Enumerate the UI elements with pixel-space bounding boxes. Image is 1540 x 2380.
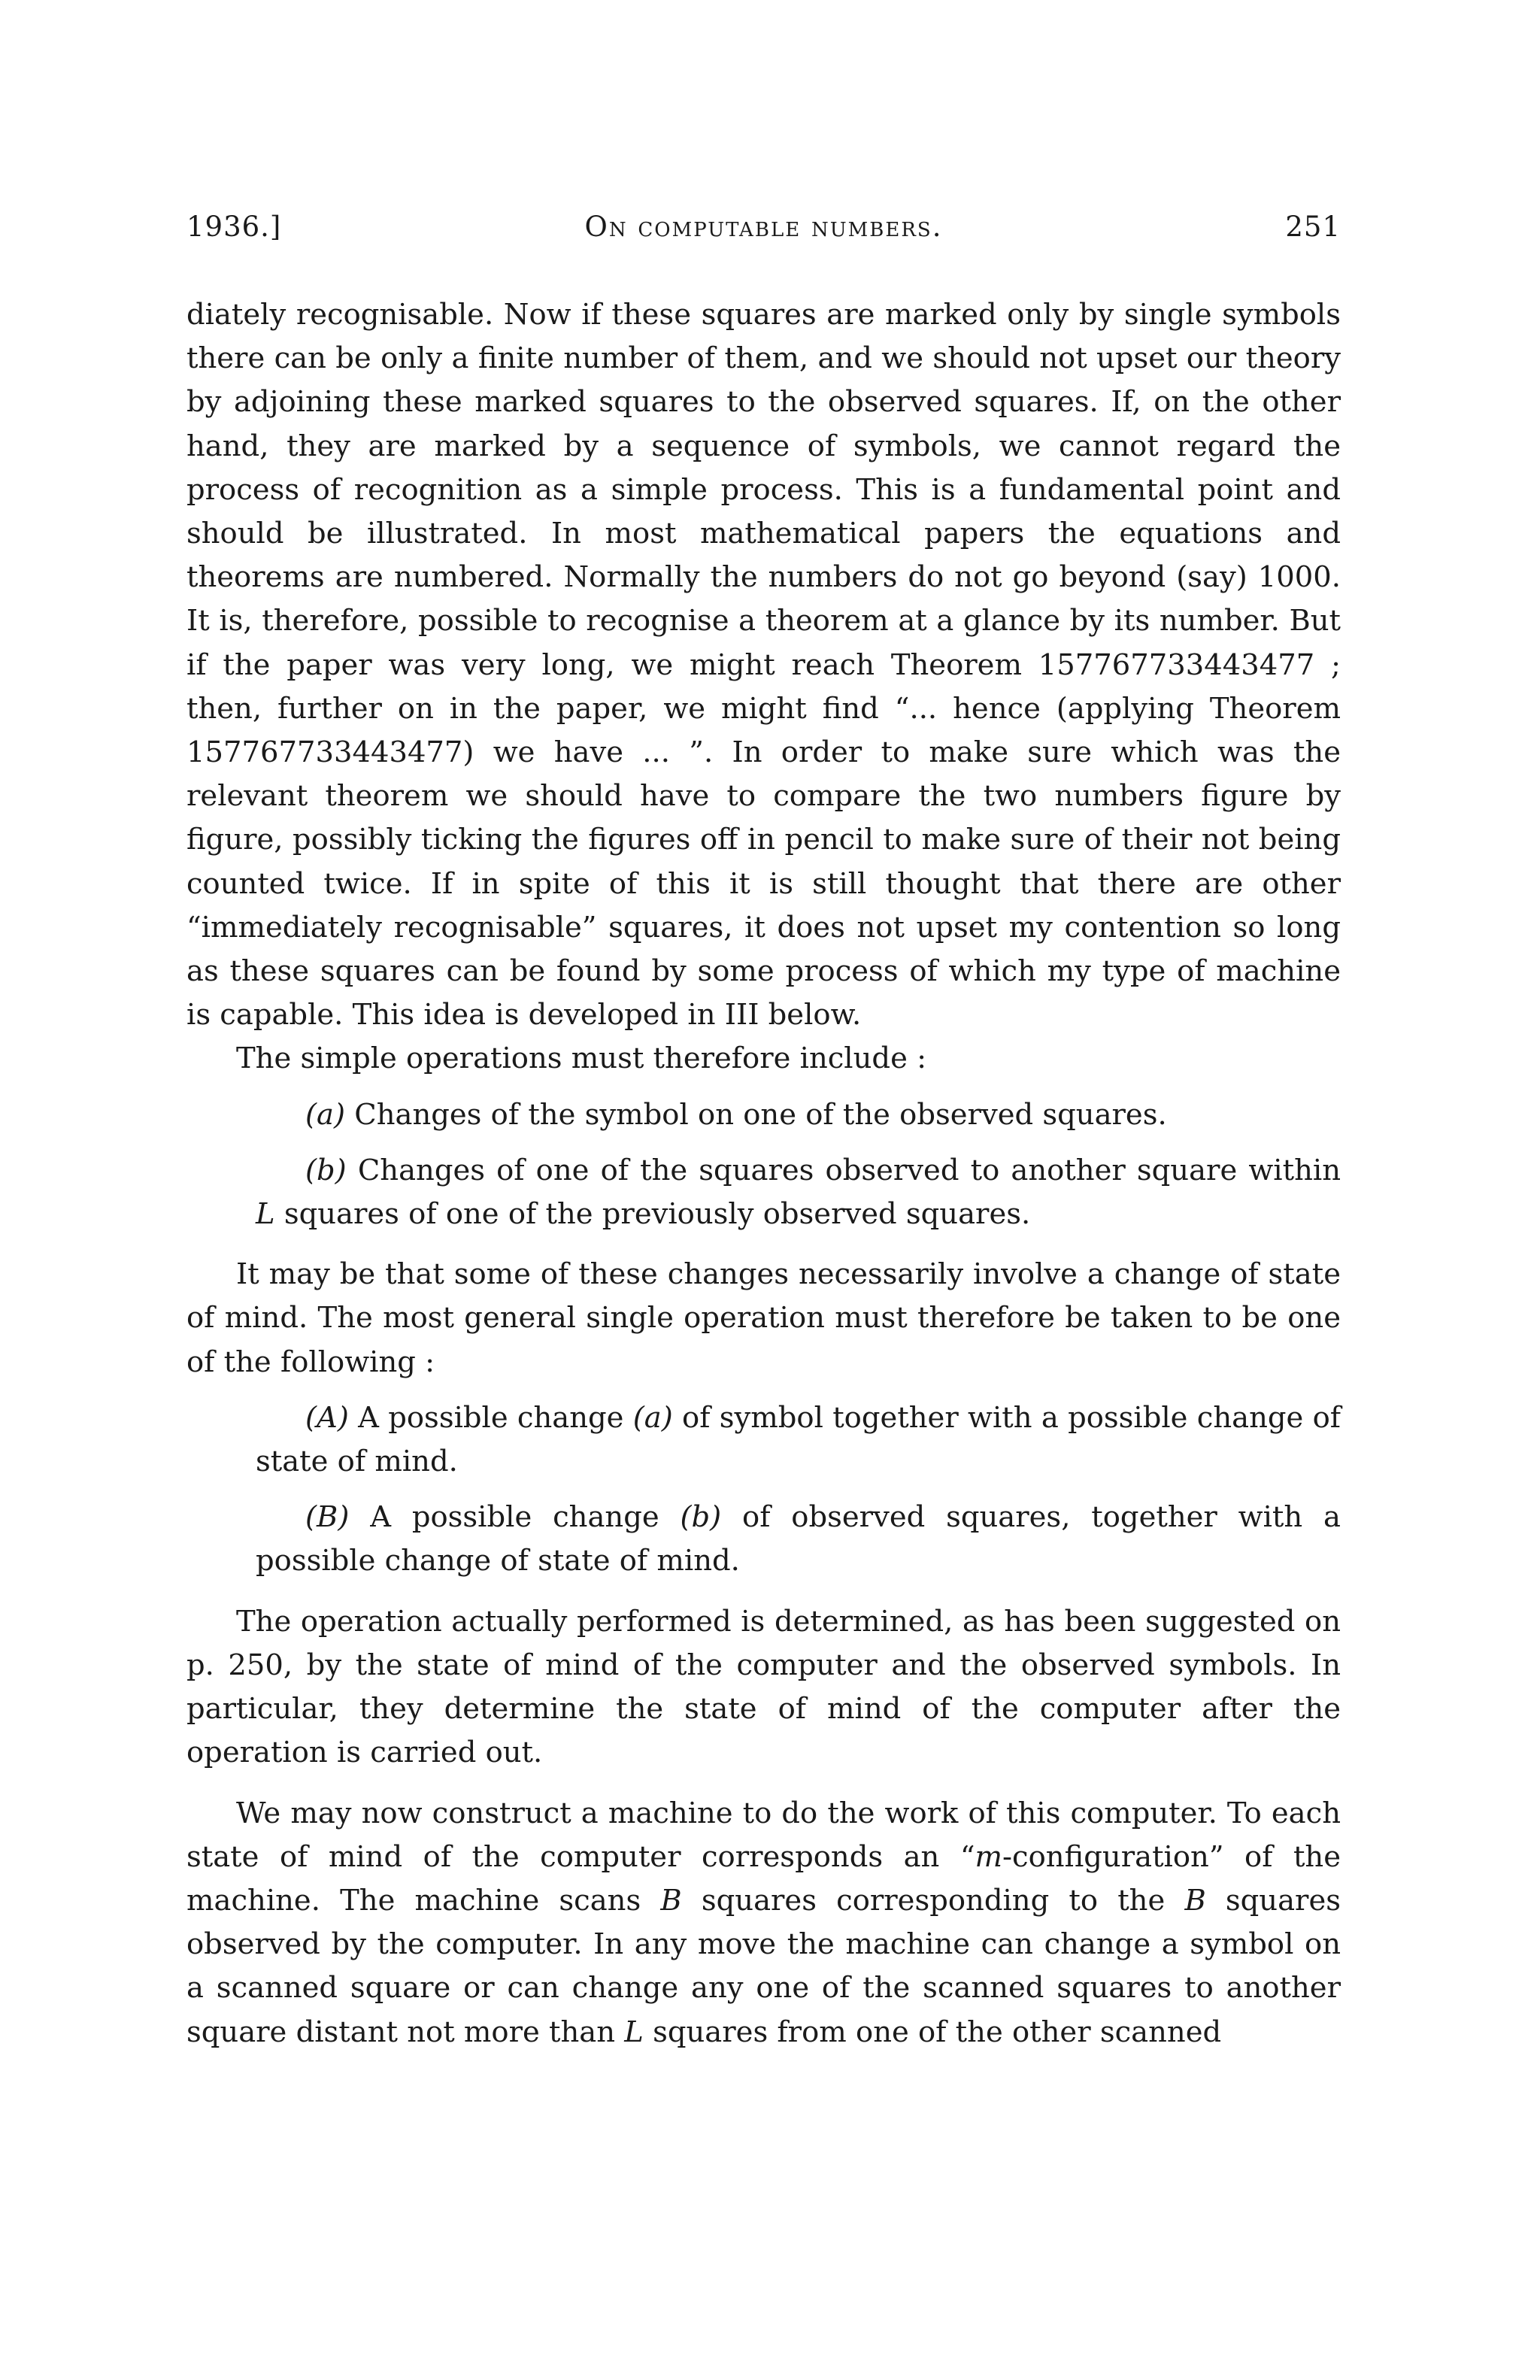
p5-text-d: squares observed by the computer. In any move the machine can change a symbol on a scanned square or can change any one of the scanned squares to another square distant not more than	[186, 1883, 1341, 2049]
p5-text-b: -configuration” of the machine. The machine scans	[186, 1839, 1341, 1918]
page-number: 251	[1285, 211, 1341, 243]
p5-text-a: We may now construct a machine to do the work of this computer. To each state of mind of the computer corresponds an “	[186, 1796, 1341, 1874]
paragraph-state-of-mind: It may be that some of these changes necessarily involve a change of state of mind. The most general single operation must therefore be taken to be one of the following :	[186, 1257, 1341, 1379]
item-b-text-1: Changes of one of the squares observed to another square within	[346, 1153, 1341, 1187]
header-title: On computable numbers.	[584, 211, 943, 243]
item-b-label: (b)	[305, 1153, 347, 1187]
item-B-label: (B)	[305, 1500, 350, 1535]
header-year: 1936.]	[186, 211, 282, 243]
paragraph-operation-performed: The operation actually performed is determined, as has been suggested on p. 250, by the state of mind of the computer and the observed symbols. In particular, they determine the state of mind of the computer after the operation is carried out.	[186, 1604, 1341, 1770]
page	[186, 211, 1341, 2054]
item-b-var: L	[256, 1197, 275, 1232]
running-head	[186, 211, 1341, 256]
item-A-label: (A)	[305, 1400, 349, 1435]
list-item-b	[256, 1149, 1341, 1236]
paragraph-recognisable-squares: diately recognisable. Now if these squares are marked only by single symbols there can be only a finite number of them, and we should not upset our theory by adjoining these marked squares to the observed squares. If, on the other hand, they are marked by a sequence of symbols, we cannot regard the process of recognition as a simple process. This is a fundamental point and should be illustrated. In most mathematical papers the equations and theorems are numbered. Normally the numbers do not go beyond (say) 1000. It is, therefore, possible to recognise a theorem at a glance by its number. But if the paper was very long, we might reach Theorem 157767733443477 ; then, further on in the paper, we might find “... hence (applying Theorem 157767733443477) we have ... ”. In order to make sure which was the relevant theorem we should have to compare the two numbers figure by figure, possibly ticking the figures off in pencil to make sure of their not being counted twice. If in spite of this it is still thought that there are other “immediately recognisable” squares, it does not upset my contention so long as these squares can be found by some process of which my type of machine is capable. This idea is developed in III below.	[186, 298, 1341, 1032]
item-A-text-1: A possible change	[348, 1400, 633, 1435]
list-item-a	[256, 1093, 1341, 1137]
item-B-ref: (b)	[680, 1500, 722, 1535]
p5-L: L	[624, 2015, 644, 2049]
item-B-text-2: of observed squares, together with a possible change of state of mind.	[256, 1500, 1341, 1578]
paragraph-construct-machine	[186, 1792, 1341, 2054]
item-A-ref: (a)	[632, 1400, 673, 1435]
item-A-text-2: of symbol together with a possible change of state of mind.	[256, 1400, 1341, 1479]
p5-text-c: squares corresponding to the	[681, 1883, 1185, 1918]
p5-B1: B	[660, 1883, 682, 1918]
paragraph-simple-operations-intro: The simple operations must therefore include :	[236, 1041, 927, 1076]
list-item-A	[256, 1396, 1341, 1484]
item-B-text-1: A possible change	[349, 1500, 681, 1535]
list-item-B	[256, 1496, 1341, 1583]
p5-text-e: squares from one of the other scanned	[643, 2015, 1222, 2049]
item-b-text-2: squares of one of the previously observed squares.	[274, 1197, 1031, 1232]
item-a-label: (a)	[305, 1097, 345, 1132]
item-a-text: Changes of the symbol on one of the observed squares.	[345, 1097, 1167, 1132]
p5-m: m	[975, 1839, 1003, 1874]
p5-B2: B	[1184, 1883, 1206, 1918]
